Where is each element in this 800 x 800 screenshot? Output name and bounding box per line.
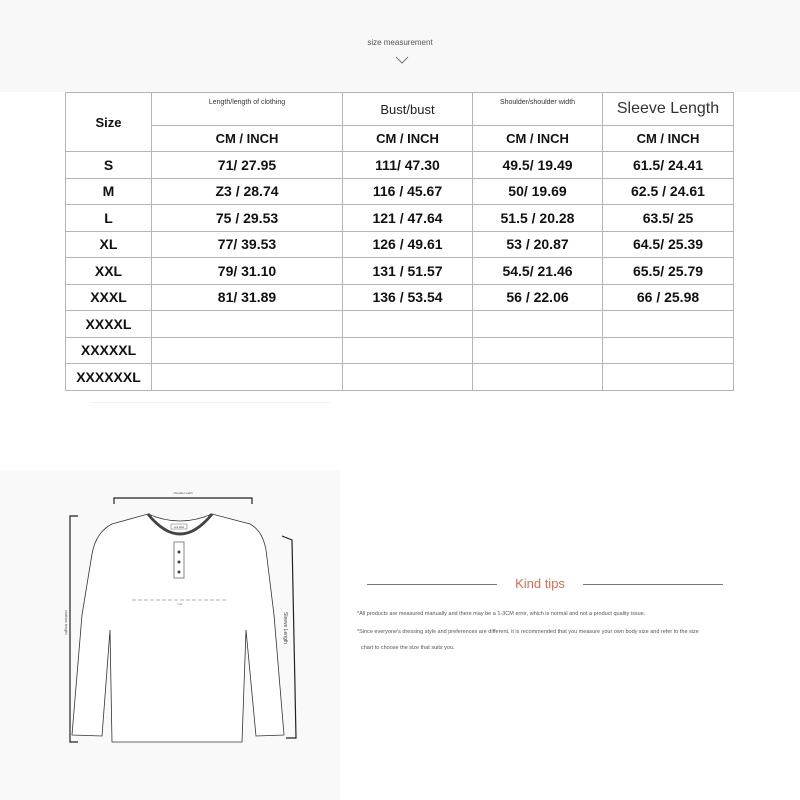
sleeve-length-label: Sleeve Length [282,612,288,644]
header-row [66,93,734,126]
button-3 [178,571,181,574]
unit-row [66,126,734,152]
shoulder-cell: 50/ 19.69 [473,178,603,205]
shoulder-measure-line [114,498,252,504]
table-row [66,205,734,232]
unit-label: CM / INCH [473,126,603,152]
shoulder-width-label: shoulder width [173,491,193,495]
chevron-down-icon [395,56,409,64]
length-cell: 71/ 27.95 [152,152,343,179]
size-cell: XXXXXL [66,337,152,364]
length-cell [152,364,343,391]
length-cell [152,311,343,338]
size-cell: XXXXL [66,311,152,338]
bust-cell: 121 / 47.64 [343,205,473,232]
button-1 [178,551,181,554]
size-cell: M [66,178,152,205]
shoulder-cell [473,364,603,391]
table-row [66,364,734,391]
table-row [66,231,734,258]
bust-cell [343,311,473,338]
unit-label: CM / INCH [343,126,473,152]
table-row [66,337,734,364]
table-row [66,311,734,338]
length-cell: 81/ 31.89 [152,284,343,311]
neck-tag-text: size label [173,526,185,529]
shoulder-cell: 51.5 / 20.28 [473,205,603,232]
size-cell: L [66,205,152,232]
button-2 [178,561,181,564]
tip-text: *All products are measured manually and there may be a 1-3CM error, which is normal and not a product quality issue. [357,611,646,617]
divider-left [367,584,497,585]
page-title: size measurement [367,38,433,47]
shoulder-cell [473,337,603,364]
shirt-outline [72,514,284,742]
table-row [66,284,734,311]
size-cell: XXXXXXL [66,364,152,391]
kind-tips-title: Kind tips [515,576,565,591]
size-chart-table [65,92,734,391]
table-row [66,258,734,285]
length-cell: 75 / 29.53 [152,205,343,232]
sleeve-cell: 65.5/ 25.79 [603,258,734,285]
bust-cell: 131 / 51.57 [343,258,473,285]
tip-line: *Since everyone's dressing style and preferences are different, it is recommended that you measure your own body size and refer to the size [357,629,699,635]
divider-right [583,584,723,585]
bust-cell: 111/ 47.30 [343,152,473,179]
bust-column-header: Bust/bust [343,93,473,126]
bust-cell: 126 / 49.61 [343,231,473,258]
length-cell: 77/ 39.53 [152,231,343,258]
unit-label: CM / INCH [152,126,343,152]
shirt-measurement-diagram [60,480,320,750]
length-cell: Z3 / 28.74 [152,178,343,205]
sleeve-cell: 64.5/ 25.39 [603,231,734,258]
table-row [66,152,734,179]
sleeve-cell: 62.5 / 24.61 [603,178,734,205]
tip-text [357,624,737,656]
shoulder-cell: 53 / 20.87 [473,231,603,258]
shoulder-cell: 49.5/ 19.49 [473,152,603,179]
unit-label: CM / INCH [603,126,734,152]
sleeve-cell [603,337,734,364]
size-cell: XXL [66,258,152,285]
clothes-length-label: clothes length [64,610,69,635]
sleeve-cell [603,364,734,391]
length-cell: 79/ 31.10 [152,258,343,285]
bust-cell: 136 / 53.54 [343,284,473,311]
sleeve-cell: 66 / 25.98 [603,284,734,311]
bust-cell [343,364,473,391]
shoulder-cell [473,311,603,338]
shoulder-column-header: Shoulder/shoulder width [473,93,603,126]
size-cell: S [66,152,152,179]
size-cell: XXXL [66,284,152,311]
bust-cell: 116 / 45.67 [343,178,473,205]
shoulder-cell: 54.5/ 21.46 [473,258,603,285]
sleeve-cell: 63.5/ 25 [603,205,734,232]
size-cell: XL [66,231,152,258]
sleeve-cell [603,311,734,338]
divider [90,402,330,403]
length-column-header: Length/length of clothing [152,93,343,126]
sleeve-column-header: Sleeve Length [603,93,734,126]
sleeve-cell: 61.5/ 24.41 [603,152,734,179]
length-cell [152,337,343,364]
shoulder-cell: 56 / 22.06 [473,284,603,311]
bust-label: bust [177,603,183,606]
size-column-header: Size [66,93,152,152]
bust-cell [343,337,473,364]
table-row [66,178,734,205]
tip-line: chart to choose the size that suits you. [361,645,455,651]
